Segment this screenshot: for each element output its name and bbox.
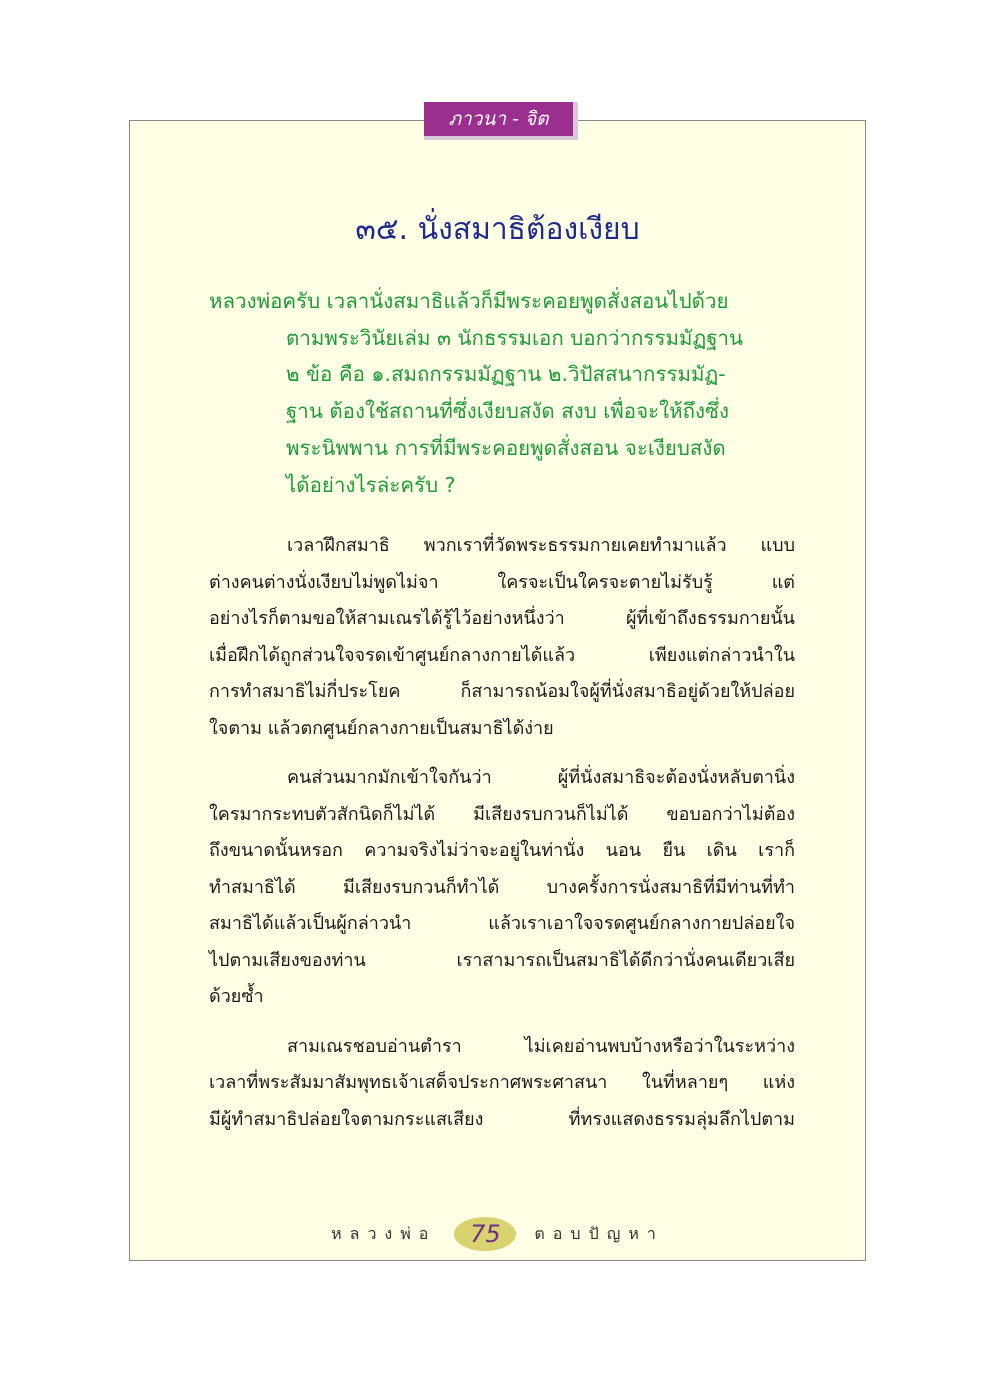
footer-left-text: หลวงพ่อ [331, 1223, 437, 1243]
question-line: ตามพระวินัยเล่ม ๓ นักธรรมเอก บอกว่ากรรมมัฏฐาน [286, 325, 744, 350]
page-number: 75 [470, 1220, 501, 1248]
question-line: หลวงพ่อครับ เวลานั่งสมาธิแล้วก็มีพระคอยพูดสั่งสอนไปด้วย [209, 289, 729, 313]
section-tab [424, 102, 578, 140]
text-line: ทำสมาธิได้ มีเสียงรบกวนก็ทำได้ บางครั้งการนั่งสมาธิที่มีท่านที่ทำ [209, 876, 795, 898]
page-footer [129, 1214, 866, 1254]
text-line: เวลาที่พระสัมมาสัมพุทธเจ้าเสด็จประกาศพระศาสนา ในที่หลายๆ แห่ง [209, 1072, 795, 1093]
question-line: พระนิพพาน การที่มีพระคอยพูดสั่งสอน จะเงียบสงัด [286, 435, 726, 460]
answer-body [209, 528, 795, 1151]
text-line: เวลาฝึกสมาธิ พวกเราที่วัดพระธรรมกายเคยทำมาแล้ว แบบ [287, 535, 795, 556]
text-line: ใจตาม แล้วตกศูนย์กลางกายเป็นสมาธิได้ง่าย [209, 717, 554, 739]
text-line: ถึงขนาดนั้นหรอก ความจริงไม่ว่าจะอยู่ในท่านั่ง นอน ยืน เดิน เราก็ [209, 840, 795, 861]
text-line: มีผู้ทำสมาธิปล่อยใจตามกระแสเสียง ที่ทรงแสดงธรรมลุ่มลึกไปตาม [209, 1108, 795, 1130]
question-line: ได้อย่างไรล่ะครับ ? [286, 472, 456, 497]
footer-right-text: ตอบปัญหา [534, 1223, 664, 1243]
section-tab-label: ภาวนา - จิต [448, 108, 549, 130]
text-line: สมาธิได้แล้วเป็นผู้กล่าวนำ แล้วเราเอาใจจรดศูนย์กลางกายปล่อยใจ [209, 913, 795, 934]
question-block [209, 283, 799, 503]
chapter-title: ๓๕. นั่งสมาธิต้องเงียบ [355, 212, 640, 247]
text-line: อย่างไรก็ตามขอให้สามเณรได้รู้ไว้อย่างหนึ่งว่า ผู้ที่เข้าถึงธรรมกายนั้น [209, 608, 795, 629]
answer-paragraph [209, 760, 795, 1016]
text-line: ไปตามเสียงของท่าน เราสามารถเป็นสมาธิได้ดีกว่านั่งคนเดียวเสีย [209, 949, 795, 971]
page-number-badge [454, 1217, 516, 1251]
text-line: ด้วยซ้ำ [209, 986, 264, 1007]
text-line: การทำสมาธิไม่กี่ประโยค ก็สามารถน้อมใจผู้ที่นั่งสมาธิอยู่ด้วยให้ปล่อย [209, 681, 795, 702]
text-line: สามเณรชอบอ่านตำรา ไม่เคยอ่านพบบ้างหรือว่าในระหว่าง [287, 1035, 795, 1057]
answer-paragraph [209, 1029, 795, 1139]
text-line: ต่างคนต่างนั่งเงียบไม่พูดไม่จา ใครจะเป็นใครจะตายไม่รับรู้ แต่ [209, 571, 795, 593]
text-line: เมื่อฝึกได้ถูกส่วนใจจรดเข้าศูนย์กลางกายได้แล้ว เพียงแต่กล่าวนำใน [209, 644, 795, 666]
text-line: ใครมากระทบตัวสักนิดก็ไม่ได้ มีเสียงรบกวนก็ไม่ได้ ขอบอกว่าไม่ต้อง [209, 803, 795, 825]
question-line: ๒ ข้อ คือ ๑.สมถกรรมมัฏฐาน ๒.วิปัสสนากรรมมัฏ- [286, 362, 726, 387]
question-line: ฐาน ต้องใช้สถานที่ซึ่งเงียบสงัด สงบ เพื่อจะให้ถึงซึ่ง [286, 399, 729, 424]
text-line: คนส่วนมากมักเข้าใจกันว่า ผู้ที่นั่งสมาธิจะต้องนั่งหลับตานิ่ง [287, 767, 795, 788]
answer-paragraph [209, 528, 795, 747]
